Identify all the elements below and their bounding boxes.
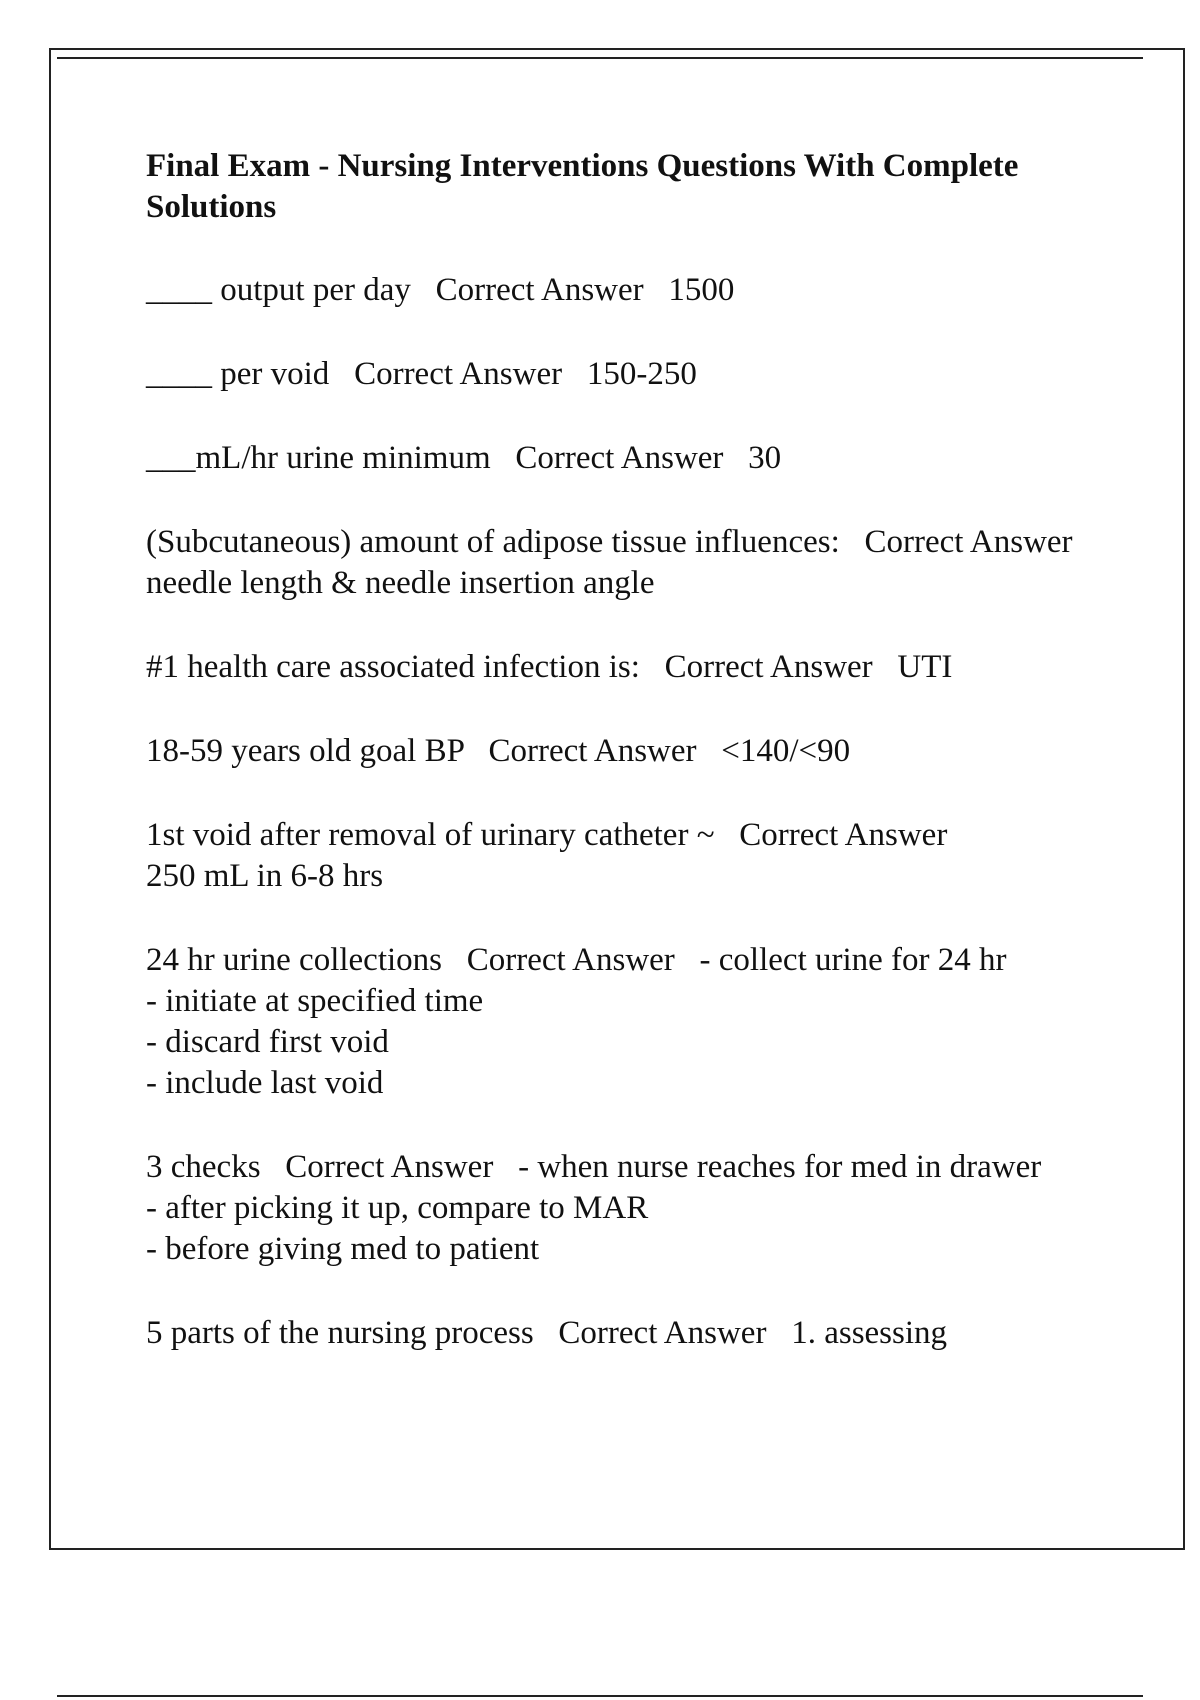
document-body	[146, 146, 1086, 1397]
correct-answer-label: Correct Answer	[515, 440, 724, 476]
answer-detail: - discard first void	[146, 1024, 389, 1060]
answer-text: - collect urine for 24 hr	[699, 942, 1007, 978]
answer-text: 1. assessing	[791, 1315, 948, 1351]
question-text: 3 checks	[146, 1149, 261, 1185]
question-text: ____ output per day	[146, 272, 411, 308]
question-text: ____ per void	[146, 356, 330, 392]
qa-item	[146, 438, 1086, 479]
qa-item	[146, 1147, 1086, 1270]
document-title: Final Exam - Nursing Interventions Questions With Complete Solutions	[146, 148, 1019, 225]
answer-detail: - include last void	[146, 1065, 384, 1101]
question-text: (Subcutaneous) amount of adipose tissue influences:	[146, 524, 840, 560]
qa-item	[146, 647, 1086, 688]
answer-text: <140/<90	[721, 733, 851, 769]
qa-item	[146, 522, 1086, 604]
question-text: 24 hr urine collections	[146, 942, 443, 978]
question-text: 18-59 years old goal BP	[146, 733, 464, 769]
answer-text: UTI	[897, 649, 953, 685]
correct-answer-label: Correct Answer	[435, 272, 644, 308]
answer-detail: - after picking it up, compare to MAR	[146, 1190, 649, 1226]
question-text: #1 health care associated infection is:	[146, 649, 640, 685]
correct-answer-label: Correct Answer	[739, 817, 948, 853]
question-text: 1st void after removal of urinary catheter ~	[146, 817, 715, 853]
correct-answer-label: Correct Answer	[864, 524, 1073, 560]
answer-detail: - initiate at specified time	[146, 983, 484, 1019]
qa-item	[146, 940, 1086, 1104]
question-text: 5 parts of the nursing process	[146, 1315, 534, 1351]
correct-answer-label: Correct Answer	[354, 356, 563, 392]
answer-text: 30	[748, 440, 782, 476]
correct-answer-label: Correct Answer	[664, 649, 873, 685]
qa-item	[146, 354, 1086, 395]
answer-text: needle length & needle insertion angle	[146, 565, 655, 601]
qa-item	[146, 815, 1086, 897]
answer-detail: - before giving med to patient	[146, 1231, 540, 1267]
qa-item	[146, 1313, 1086, 1354]
correct-answer-label: Correct Answer	[466, 942, 675, 978]
correct-answer-label: Correct Answer	[488, 733, 697, 769]
correct-answer-label: Correct Answer	[558, 1315, 767, 1351]
qa-item	[146, 731, 1086, 772]
header-rule	[57, 57, 1143, 59]
footer-rule	[57, 1695, 1143, 1697]
answer-text: - when nurse reaches for med in drawer	[518, 1149, 1042, 1185]
correct-answer-label: Correct Answer	[285, 1149, 494, 1185]
answer-text: 250 mL in 6-8 hrs	[146, 858, 384, 894]
qa-item	[146, 270, 1086, 311]
answer-text: 1500	[668, 272, 735, 308]
question-text: ___mL/hr urine minimum	[146, 440, 491, 476]
answer-text: 150-250	[586, 356, 697, 392]
